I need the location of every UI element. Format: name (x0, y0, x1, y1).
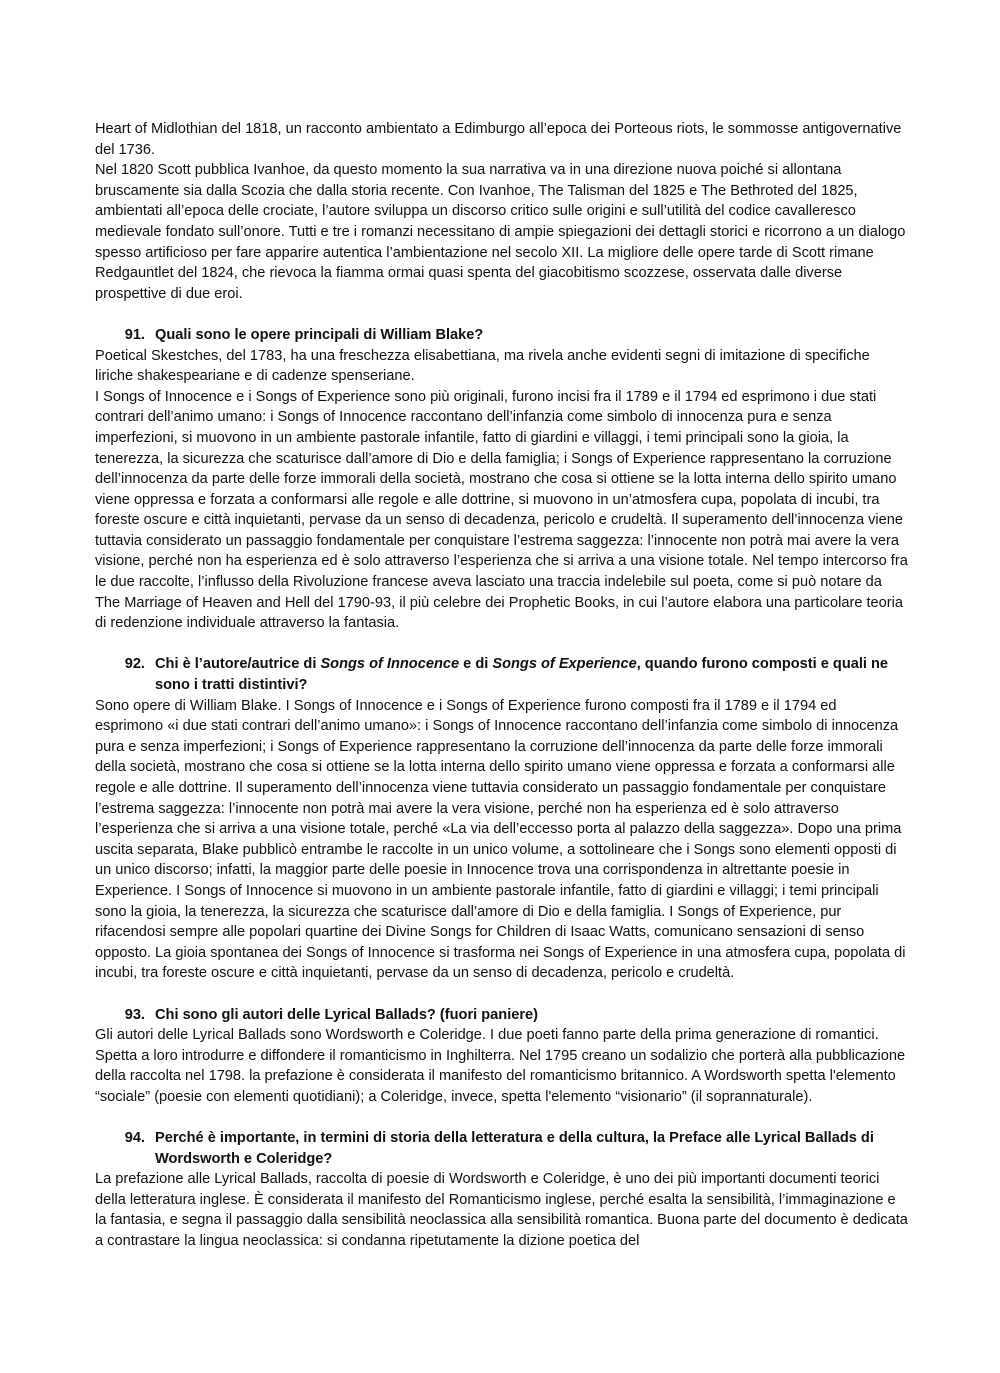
spacer (95, 1108, 908, 1129)
question-text: Perché è importante, in termini di storia della letteratura e della cultura, la Preface alle Lyrical Ballads di Wordsworth e Coleridge? (155, 1130, 874, 1167)
answer-paragraph: Gli autori delle Lyrical Ballads sono Wordsworth e Coleridge. I due poeti fanno parte della prima generazione di romantici. Spetta a loro introdurre e diffondere il romanticismo in Inghilterra. Nel 1795 creano un sodalizio che porterà alla pubblicazione della raccolta nel 1798. la prefazione è considerata il manifesto del romanticismo britannico. A Wordsworth spetta l'elemento “sociale” (poesie con elementi quotidiani); a Coleridge, invece, spetta l'elemento “visionario” (il soprannaturale). (95, 1027, 906, 1105)
question-92 (95, 654, 908, 695)
question-text-part: Chi è l’autore/autrice di (155, 656, 321, 673)
question-91 (95, 325, 908, 346)
intro-paragraph: Nel 1820 Scott pubblica Ivanhoe, da questo momento la sua narrativa va in una direzione nuova poiché si allontana bruscamente sia dalla Scozia che dalla storia recente. Con Ivanhoe, The Talisman del 1825 e The Bethroted del 1825, ambientati all’epoca delle crociate, l’autore sviluppa un discorso critico sulle origini e sull’utilità del codice cavalleresco medievale fondato sull’onore. Tutti e tre i romanzi necessitano di ampie spiegazioni dei dettagli storici e ricorrono a un dialogo spesso artificioso per fare apparire autentica l’ambientazione nel secolo XII. La migliore delle opere tarde di Scott rimane Redgauntlet del 1824, che rievoca la fiamma ormai quasi spenta del giacobitismo scozzese, osservata dalle diverse prospettive di due eroi. (95, 162, 906, 302)
question-text (155, 654, 908, 695)
spacer (95, 984, 908, 1005)
question-text-part: , quando furono composti e quali ne sono i tratti distintivi? (155, 656, 889, 694)
question-title-italic: Songs of Innocence (320, 656, 460, 673)
question-text: Quali sono le opere principali di William Blake? (155, 326, 484, 343)
question-title-italic: Songs of Experience (492, 656, 637, 673)
question-number: 93. (124, 1006, 145, 1023)
question-text-part: e di (459, 656, 493, 673)
answer-paragraph: I Songs of Innocence e i Songs of Experience sono più originali, furono incisi fra il 1789 e il 1794 ed esprimono i due stati contrari dell’animo umano: i Songs of Innocence raccontano dell’infanzia come simbolo di innocenza pura e senza imperfezioni, si muovono in un ambiente pastorale infantile, fatto di giardini e villaggi, i temi principali sono la gioia, la tenerezza, la sicurezza che scaturisce dall’amore di Dio e della famiglia; i Songs of Experience rappresentano la corruzione dell’innocenza da parte delle forze immorali della società, mostrano che cosa si ottiene se la lotta interna dello spirito umano viene oppressa e forzata a conformarsi alle regole e alle dottrine, si muovono in un’atmosfera cupa, popolata di incubi, tra foreste oscure e città inquietanti, pervase da un senso di decadenza, pericolo e crudeltà. Il superamento dell’innocenza viene tuttavia considerato un passaggio fondamentale per conquistare l’estrema saggezza: l’innocente non potrà mai avere la vera visione, perché non ha esperienza ed è solo attraverso l’esperienza che si arriva a una visione totale. Nel tempo intercorso fra le due raccolte, l’influsso della Rivoluzione francese aveva lasciato una traccia indelebile sul poeta, come si può notare da The Marriage of Heaven and Hell del 1790-93, il più celebre dei Prophetic Books, in cui l’autore elabora una particolare teoria di redenzione individuale attraverso la fantasia. (95, 388, 908, 632)
question-number: 94. (124, 1130, 145, 1147)
intro-paragraph: Heart of Midlothian del 1818, un racconto ambientato a Edimburgo all’epoca dei Porteous riots, le sommosse antigovernative del 1736. (95, 121, 902, 158)
answer-paragraph: La prefazione alle Lyrical Ballads, raccolta di poesie di Wordsworth e Coleridge, è uno dei più importanti documenti teorici della letteratura inglese. È considerata il manifesto del Romanticismo inglese, perché esalta la sensibilità, l’immaginazione e la fantasia, e segna il passaggio dalla sensibilità neoclassica alla sensibilità romantica. Buona parte del documento è dedicata a contrastare la lingua neoclassica: si condanna ripetutamente la dizione poetica del (95, 1171, 908, 1250)
spacer (95, 634, 908, 655)
question-93 (95, 1005, 908, 1026)
question-94 (95, 1128, 908, 1169)
question-text: Chi sono gli autori delle Lyrical Ballads? (fuori paniere) (155, 1006, 539, 1023)
spacer (95, 304, 908, 325)
answer-paragraph: Poetical Skestches, del 1783, ha una freschezza elisabettiana, ma rivela anche evidenti segni di imitazione di specifiche liriche shakespeariane e di cadenze spenseriane. (95, 347, 870, 385)
question-number: 91. (124, 326, 145, 343)
question-number: 92. (124, 656, 145, 673)
answer-paragraph: Sono opere di William Blake. I Songs of Innocence e i Songs of Experience furono composti fra il 1789 e il 1794 ed esprimono «i due stati contrari dell’animo umano»: i Songs of Innocence raccontano dell’infanzia come simbolo di innocenza pura e senza imperfezioni; i Songs of Experience rappresentano la corruzione dell’innocenza da parte delle forze immorali della società, mostrano che cosa si ottiene se la lotta interna dello spirito umano viene oppressa e forzata a conformarsi alle regole e alle dottrine. Il superamento dell’innocenza viene tuttavia considerato un passaggio fondamentale per conquistare l’estrema saggezza: l’innocente non potrà mai avere la vera visione, perché non ha esperienza ed è solo attraverso l’esperienza che si arriva a una visione totale, perché «La via dell’eccesso porta al palazzo della saggezza». Dopo una prima uscita separata, Blake pubblicò entrambe le raccolte in un unico volume, a sottolineare che i Songs sono elementi opposti di un unico discorso; infatti, la maggior parte delle poesie in Innocence trova una corrispondenza in altrettante poesie in Experience. I Songs of Innocence si muovono in un ambiente pastorale infantile, fatto di giardini e villaggi; i temi principali sono la gioia, la tenerezza, la sicurezza che scaturisce dall’amore di Dio e della famiglia. I Songs of Experience, pur rifacendosi sempre alle popolari quartine dei Divine Songs for Children di Isaac Watts, comunicano sensazioni di senso opposto. La gioia spontanea dei Songs of Innocence si trasforma nei Songs of Experience in una atmosfera cupa, popolata di incubi, tra foreste oscure e città inquietanti, pervase da un senso di decadenza, pericolo e crudeltà. (95, 697, 906, 982)
